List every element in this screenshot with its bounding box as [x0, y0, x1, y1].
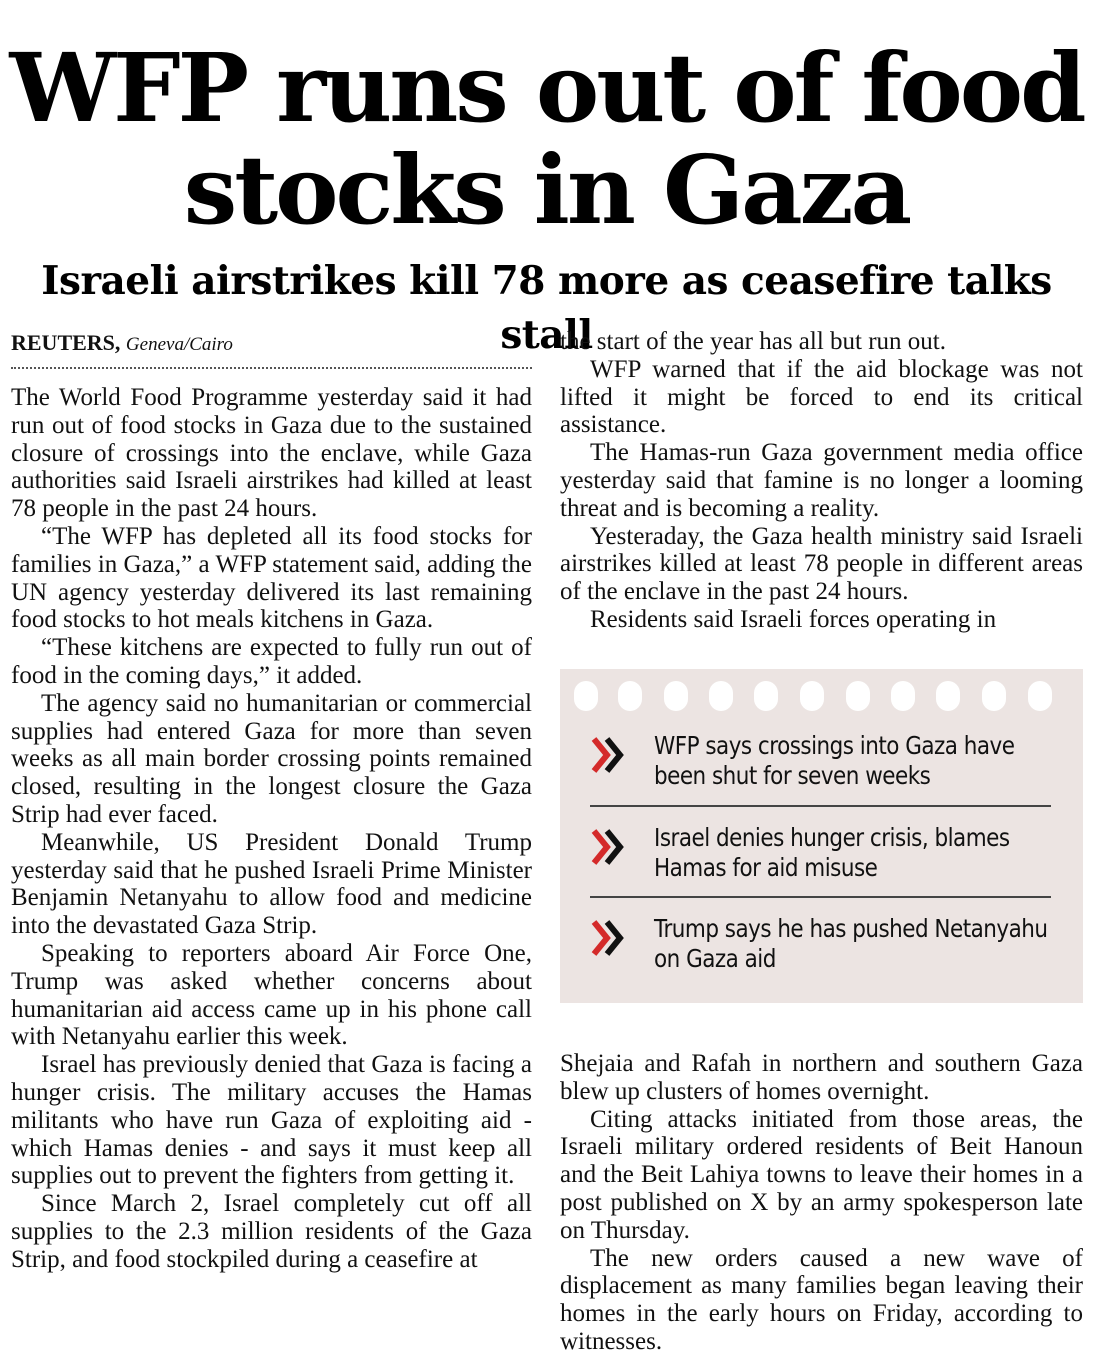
byline-dateline: Geneva/Cairo: [125, 334, 233, 355]
byline-agency: REUTERS,: [11, 330, 121, 355]
article-column-left: [11, 384, 532, 1274]
paragraph: The new orders caused a new wave of displacement as many families began leaving their homes in the early hours on Friday, according to witnesses.: [560, 1244, 1083, 1355]
key-point-line: WFP says crossings into Gaza have: [654, 731, 1015, 760]
divider: [590, 896, 1051, 898]
article-column-right-bottom: [560, 1050, 1083, 1356]
notepad-hole: [846, 681, 870, 711]
divider: [590, 805, 1051, 807]
paragraph: Speaking to reporters aboard Air Force One, Trump was asked whether concerns about humanitarian aid access came up in his phone call with Netanyahu earlier this week.: [11, 939, 532, 1051]
notepad-hole: [800, 681, 824, 711]
paragraph: Since March 2, Israel completely cut off all supplies to the 2.3 million residents of the Gaza Strip, and food stockpiled during a ceasefire at: [11, 1190, 532, 1273]
double-chevron-right-icon: [590, 918, 626, 958]
key-point-line: Israel denies hunger crisis, blames: [654, 823, 1010, 852]
key-point-text: [654, 914, 1050, 974]
paragraph: “These kitchens are expected to fully run out of food in the coming days,” it added.: [11, 634, 532, 689]
double-chevron-right-icon: [590, 735, 626, 775]
paragraph: The World Food Programme yesterday said it had run out of food stocks in Gaza due to the sustained closure of crossings into the enclave, while Gaza authorities said Israeli airstrikes had killed at least 78 people in the past 24 hours.: [11, 384, 532, 523]
notepad-hole: [754, 681, 778, 711]
paragraph: Yesteraday, the Gaza health ministry said Israeli airstrikes killed at least 78 people in different areas of the enclave in the past 24 hours.: [560, 522, 1083, 606]
key-point-line: Hamas for aid misuse: [654, 853, 878, 882]
paragraph: Citing attacks initiated from those areas, the Israeli military ordered residents of Beit Hanoun and the Beit Lahiya towns to leave their homes in a post published on X by an army spokesperson late on Thursday.: [560, 1105, 1083, 1244]
notepad-hole: [891, 681, 915, 711]
paragraph: The Hamas-run Gaza government media office yesterday said that famine is no longer a looming threat and is becoming a reality.: [560, 439, 1083, 522]
notepad-hole: [618, 681, 642, 711]
key-point-line: Trump says he has pushed Netanyahu: [654, 914, 1048, 943]
paragraph: Shejaia and Rafah in northern and southern Gaza blew up clusters of homes overnight.: [560, 1050, 1083, 1105]
notepad-holes: [574, 681, 1074, 713]
byline: [11, 330, 532, 369]
key-point-item: [590, 731, 1050, 797]
paragraph: “The WFP has depleted all its food stocks for families in Gaza,” a WFP statement said, adding the UN agency yesterday delivered its last remaining food stocks to hot meals kitchens in Gaza.: [11, 522, 532, 634]
key-point-item: [590, 914, 1050, 980]
paragraph: the start of the year has all but run out.: [560, 328, 946, 355]
notepad-hole: [936, 681, 960, 711]
subheadline: Israeli airstrikes kill 78 more as ceasefire talks stall: [41, 258, 1052, 358]
key-point-text: [654, 731, 1050, 791]
article-column-right-top: [560, 328, 1083, 634]
notepad-hole: [982, 681, 1006, 711]
headline-line-2: stocks in Gaza: [183, 135, 910, 246]
double-chevron-right-icon: [590, 827, 626, 867]
notepad-hole: [664, 681, 688, 711]
paragraph: Israel has previously denied that Gaza is facing a hunger crisis. The military accuses the Hamas militants who have run Gaza of exploiting aid - which Hamas denies - and says it must keep all supplies out to prevent the fighters from getting it.: [11, 1051, 532, 1190]
key-point-line: on Gaza aid: [654, 944, 776, 973]
notepad-hole: [1028, 681, 1052, 711]
notepad-hole: [709, 681, 733, 711]
key-points-box: [560, 669, 1083, 1003]
key-point-item: [590, 823, 1050, 889]
key-point-text: [654, 823, 1050, 883]
key-point-line: been shut for seven weeks: [654, 761, 931, 790]
headline-line-1: WFP runs out of food: [9, 33, 1084, 144]
paragraph: WFP warned that if the aid blockage was not lifted it might be forced to end its critical assistance.: [560, 355, 1083, 439]
paragraph: Residents said Israeli forces operating in: [590, 605, 997, 633]
paragraph: Meanwhile, US President Donald Trump yesterday said that he pushed Israeli Prime Minister Benjamin Netanyahu to allow food and medicine into the devastated Gaza Strip.: [11, 828, 532, 940]
notepad-hole: [574, 681, 598, 711]
paragraph: The agency said no humanitarian or commercial supplies had entered Gaza for more than seven weeks as all main border crossing points remained closed, resulting in the longest closure the Gaza Strip had ever faced.: [11, 689, 532, 828]
headline: [0, 33, 1093, 246]
